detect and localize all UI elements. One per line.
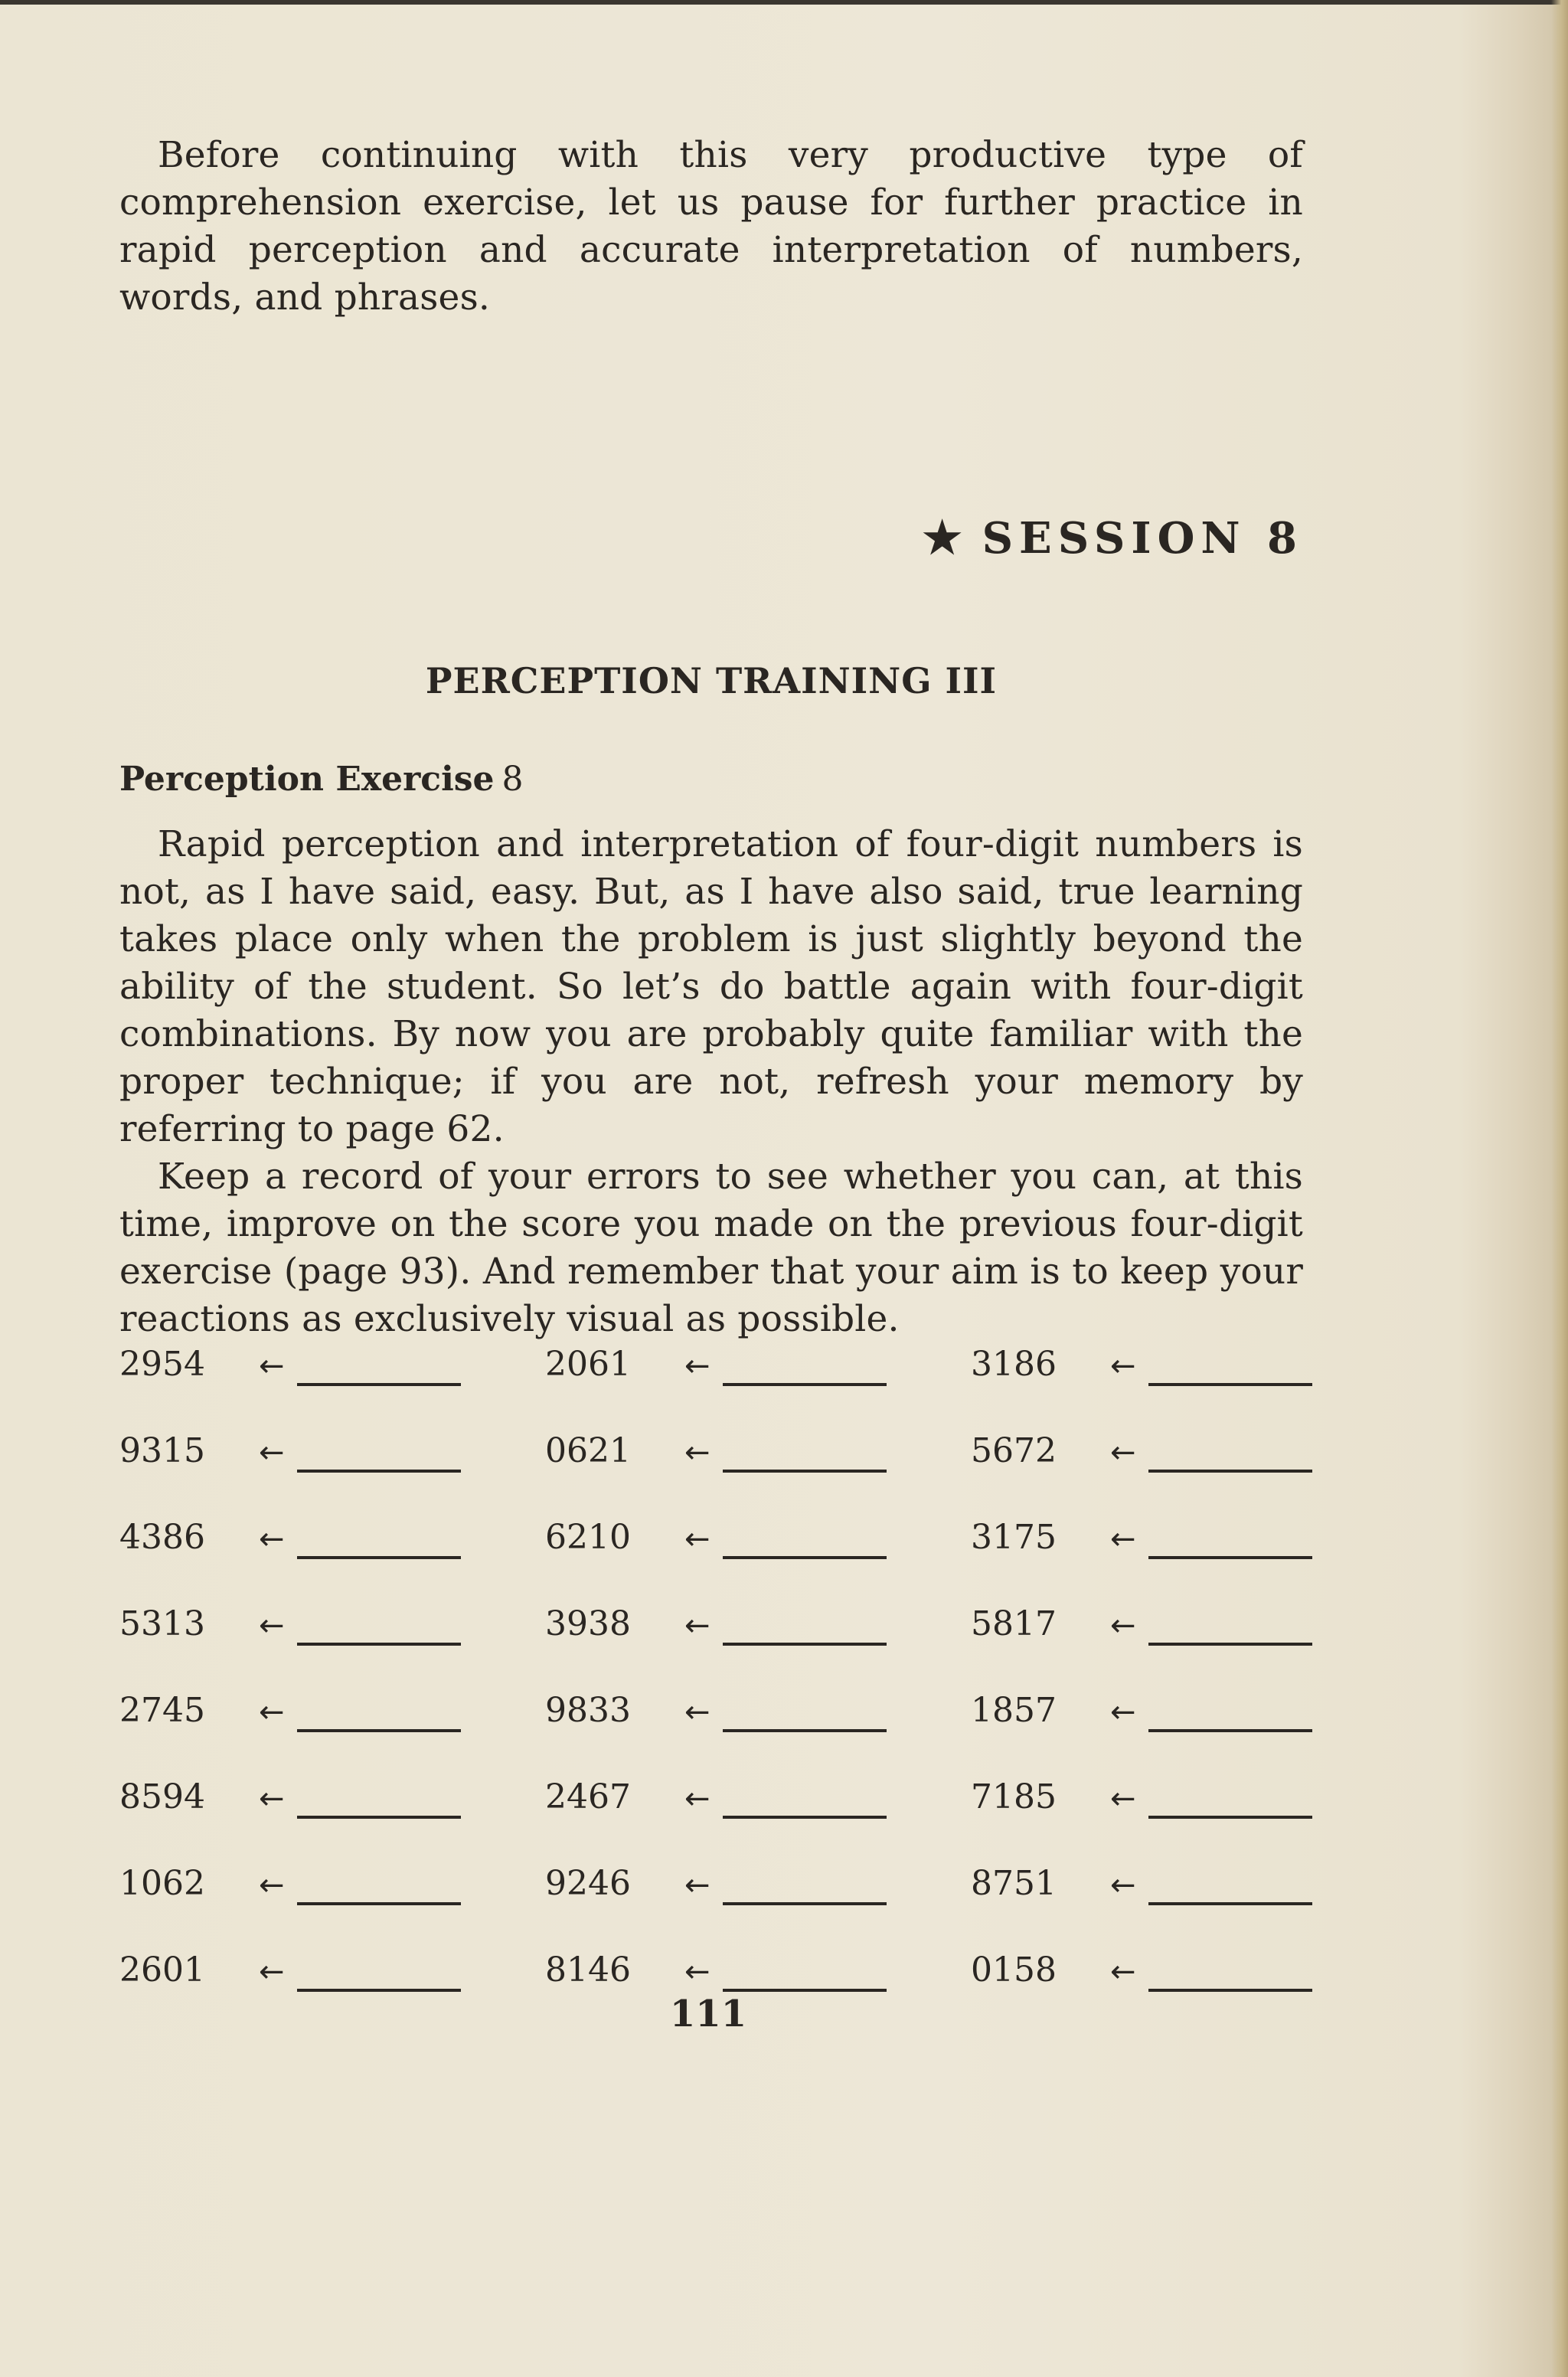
four-digit-number: 1062 <box>119 1864 205 1903</box>
number-item <box>971 1601 1315 1663</box>
answer-blank-line <box>297 1989 461 1992</box>
number-item <box>119 1861 464 1922</box>
four-digit-number: 3938 <box>545 1604 631 1643</box>
answer-blank-line <box>723 1556 887 1559</box>
arrow-left-icon: ← <box>684 1781 710 1816</box>
arrow-left-icon: ← <box>259 1349 285 1384</box>
arrow-left-icon: ← <box>1110 1868 1136 1903</box>
four-digit-number: 2061 <box>545 1345 631 1384</box>
arrow-left-icon: ← <box>684 1954 710 1990</box>
arrow-left-icon: ← <box>259 1781 285 1816</box>
four-digit-number: 5672 <box>971 1431 1057 1470</box>
arrow-left-icon: ← <box>1110 1349 1136 1384</box>
answer-blank-line <box>723 1816 887 1819</box>
answer-blank-line <box>723 1989 887 1992</box>
exercise-number: 8 <box>501 760 524 799</box>
arrow-left-icon: ← <box>684 1695 710 1730</box>
number-item <box>545 1774 890 1836</box>
session-heading <box>119 512 1303 564</box>
body-paragraph-1: Rapid perception and interpretation of four-digit numbers is not, as I have said, easy. But, as I have also said, true learning takes place only when the problem is just slightly beyond the ability of the student. So let’s do battle again with four-digit combinations. By now you are probably quite familiar with the proper technique; if you are not, refresh your memory by referring to page 62. <box>119 823 1303 1150</box>
exercise-title <box>119 760 1303 799</box>
arrow-left-icon: ← <box>684 1349 710 1384</box>
arrow-left-icon: ← <box>1110 1435 1136 1470</box>
arrow-left-icon: ← <box>1110 1954 1136 1990</box>
answer-blank-line <box>297 1816 461 1819</box>
answer-blank-line <box>723 1470 887 1473</box>
number-row <box>119 1774 1303 1861</box>
number-item <box>545 1428 890 1489</box>
four-digit-number: 9833 <box>545 1691 631 1730</box>
session-label: SESSION 8 <box>982 513 1303 564</box>
number-row <box>119 1515 1303 1601</box>
four-digit-number: 5817 <box>971 1604 1057 1643</box>
arrow-left-icon: ← <box>259 1608 285 1643</box>
four-digit-number: 3175 <box>971 1518 1057 1557</box>
arrow-left-icon: ← <box>259 1695 285 1730</box>
number-item <box>971 1688 1315 1749</box>
number-row <box>119 1688 1303 1774</box>
number-item <box>971 1861 1315 1922</box>
arrow-left-icon: ← <box>259 1868 285 1903</box>
arrow-left-icon: ← <box>684 1522 710 1557</box>
number-item <box>545 1688 890 1749</box>
intro-paragraph: Before continuing with this very productive type of comprehension exercise, let us pause for further practice in rapid perception and accurate interpretation of numbers, words, and phrases. <box>119 134 1303 319</box>
four-digit-number: 6210 <box>545 1518 631 1557</box>
four-digit-number: 9315 <box>119 1431 205 1470</box>
four-digit-number: 3186 <box>971 1345 1057 1384</box>
number-item <box>119 1774 464 1836</box>
answer-blank-line <box>1148 1556 1312 1559</box>
number-item <box>545 1515 890 1576</box>
answer-blank-line <box>1148 1902 1312 1905</box>
star-icon: ★ <box>922 512 969 564</box>
four-digit-number: 9246 <box>545 1864 631 1903</box>
four-digit-number: 2954 <box>119 1345 205 1384</box>
number-item <box>119 1515 464 1576</box>
answer-blank-line <box>297 1383 461 1386</box>
answer-blank-line <box>297 1729 461 1732</box>
arrow-left-icon: ← <box>1110 1522 1136 1557</box>
number-item <box>119 1688 464 1749</box>
answer-blank-line <box>297 1902 461 1905</box>
four-digit-number: 2745 <box>119 1691 205 1730</box>
page-right-edge <box>1551 0 1568 2377</box>
arrow-left-icon: ← <box>1110 1781 1136 1816</box>
arrow-left-icon: ← <box>1110 1695 1136 1730</box>
chapter-heading: PERCEPTION TRAINING III <box>425 660 998 701</box>
answer-blank-line <box>297 1556 461 1559</box>
body-text <box>119 821 1303 1343</box>
answer-blank-line <box>723 1643 887 1646</box>
four-digit-number: 2467 <box>545 1777 631 1816</box>
answer-blank-line <box>1148 1470 1312 1473</box>
answer-blank-line <box>1148 1383 1312 1386</box>
number-row <box>119 1861 1303 1947</box>
number-item <box>545 1861 890 1922</box>
four-digit-number: 1857 <box>971 1691 1057 1730</box>
answer-blank-line <box>723 1902 887 1905</box>
number-item <box>971 1342 1315 1403</box>
four-digit-number: 2601 <box>119 1950 205 1990</box>
number-item <box>545 1601 890 1663</box>
number-item <box>545 1342 890 1403</box>
number-row <box>119 1342 1303 1428</box>
number-exercise-grid <box>119 1342 1303 2034</box>
answer-blank-line <box>1148 1729 1312 1732</box>
number-item <box>971 1515 1315 1576</box>
answer-blank-line <box>297 1643 461 1646</box>
number-row <box>119 1428 1303 1515</box>
four-digit-number: 0621 <box>545 1431 631 1470</box>
number-item <box>971 1774 1315 1836</box>
four-digit-number: 8146 <box>545 1950 631 1990</box>
answer-blank-line <box>1148 1989 1312 1992</box>
number-item <box>119 1601 464 1663</box>
page-top-edge <box>0 0 1568 5</box>
number-item <box>971 1428 1315 1489</box>
number-row <box>119 1601 1303 1688</box>
four-digit-number: 8751 <box>971 1864 1057 1903</box>
four-digit-number: 5313 <box>119 1604 205 1643</box>
arrow-left-icon: ← <box>259 1954 285 1990</box>
four-digit-number: 4386 <box>119 1518 205 1557</box>
answer-blank-line <box>1148 1643 1312 1646</box>
body-paragraph-2: Keep a record of your errors to see whether you can, at this time, improve on the score you made on the previous four-digit exercise (page 93). And remember that your aim is to keep your reactions as exclusively visual as possible. <box>119 1156 1303 1340</box>
arrow-left-icon: ← <box>259 1435 285 1470</box>
exercise-title-label: Perception Exercise <box>119 760 495 799</box>
four-digit-number: 8594 <box>119 1777 205 1816</box>
four-digit-number: 7185 <box>971 1777 1057 1816</box>
answer-blank-line <box>723 1383 887 1386</box>
answer-blank-line <box>297 1470 461 1473</box>
arrow-left-icon: ← <box>259 1522 285 1557</box>
answer-blank-line <box>1148 1816 1312 1819</box>
answer-blank-line <box>723 1729 887 1732</box>
arrow-left-icon: ← <box>684 1435 710 1470</box>
arrow-left-icon: ← <box>684 1608 710 1643</box>
number-item <box>119 1342 464 1403</box>
four-digit-number: 0158 <box>971 1950 1057 1990</box>
number-item <box>119 1428 464 1489</box>
page-number: 111 <box>669 1993 747 2035</box>
arrow-left-icon: ← <box>1110 1608 1136 1643</box>
arrow-left-icon: ← <box>684 1868 710 1903</box>
